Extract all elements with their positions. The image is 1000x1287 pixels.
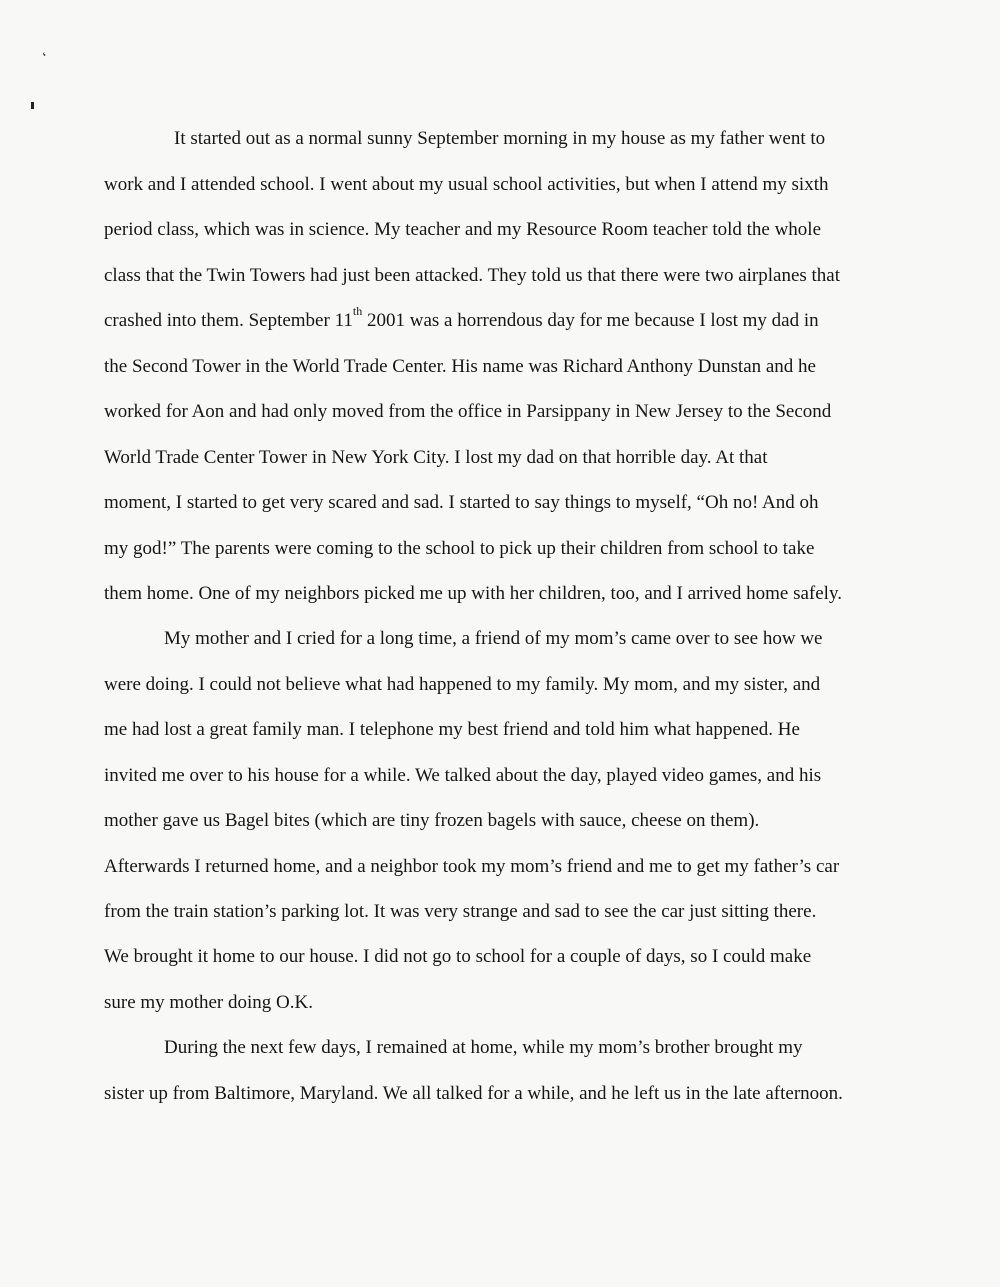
margin-mark: ‘ xyxy=(40,49,52,66)
essay-line-5 xyxy=(104,303,819,333)
essay-line-22: sister up from Baltimore, Maryland. We all talked for a while, and he left us in the late afternoon. xyxy=(104,1083,843,1104)
essay-line-15: invited me over to his house for a while. We talked about the day, played video games, and his xyxy=(104,765,822,786)
essay-line-12: My mother and I cried for a long time, a friend of my mom’s came over to see how we xyxy=(164,628,823,649)
essay-line-8: World Trade Center Tower in New York City. I lost my dad on that horrible day. At that xyxy=(104,447,768,468)
essay-line-4: class that the Twin Towers had just been attacked. They told us that there were two airplanes that xyxy=(104,265,841,286)
margin-dot xyxy=(31,102,34,109)
essay-line-6: the Second Tower in the World Trade Center. His name was Richard Anthony Dunstan and he xyxy=(104,356,816,377)
essay-line-18: from the train station’s parking lot. It was very strange and sad to see the car just sitting there. xyxy=(104,901,817,922)
essay-line-5-start: crashed into them. September 11 xyxy=(104,310,353,331)
essay-line-14: me had lost a great family man. I telephone my best friend and told him what happened. He xyxy=(104,719,800,740)
essay-line-16: mother gave us Bagel bites (which are tiny frozen bagels with sauce, cheese on them). xyxy=(104,810,760,831)
essay-line-11: them home. One of my neighbors picked me up with her children, too, and I arrived home safely. xyxy=(104,583,842,604)
essay-line-10: my god!” The parents were coming to the school to pick up their children from school to take xyxy=(104,538,815,559)
essay-line-2: work and I attended school. I went about my usual school activities, but when I attend my sixth xyxy=(104,174,829,195)
essay-line-3: period class, which was in science. My teacher and my Resource Room teacher told the whole xyxy=(104,219,822,240)
essay-line-21: During the next few days, I remained at home, while my mom’s brother brought my xyxy=(164,1037,803,1058)
essay-line-19: We brought it home to our house. I did not go to school for a couple of days, so I could make xyxy=(104,946,812,967)
essay-line-13: were doing. I could not believe what had happened to my family. My mom, and my sister, and xyxy=(104,674,821,695)
essay-line-7: worked for Aon and had only moved from the office in Parsippany in New Jersey to the Second xyxy=(104,401,832,422)
ordinal-superscript: th xyxy=(352,303,363,318)
essay-line-20: sure my mother doing O.K. xyxy=(104,992,313,1013)
essay-line-5-end: 2001 was a horrendous day for me because I lost my dad in xyxy=(362,310,819,331)
essay-line-17: Afterwards I returned home, and a neighbor took my mom’s friend and me to get my father’s car xyxy=(104,856,840,877)
essay-line-9: moment, I started to get very scared and sad. I started to say things to myself, “Oh no! And oh xyxy=(104,492,819,513)
essay-line-1: It started out as a normal sunny September morning in my house as my father went to xyxy=(174,128,826,149)
